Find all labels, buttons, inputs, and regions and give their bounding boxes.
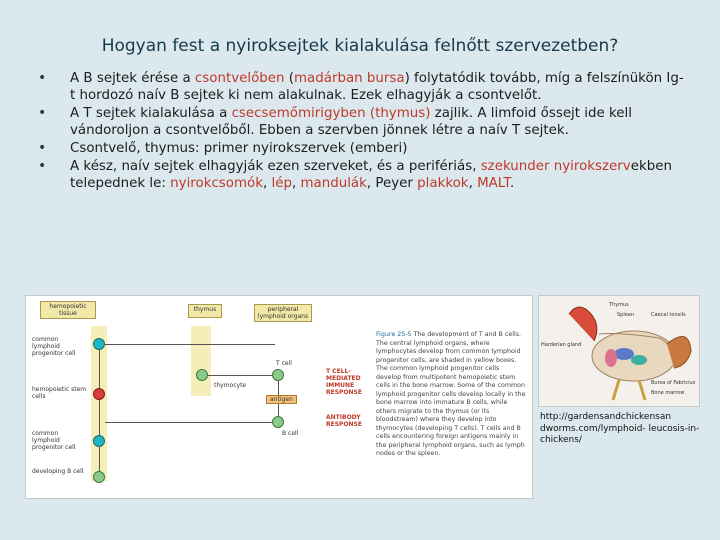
figure-caption — [376, 331, 526, 459]
bullet-text: ( — [284, 71, 294, 86]
lymphocyte-development-figure — [25, 295, 533, 499]
stem-cell — [93, 388, 105, 400]
progenitor-cell — [93, 435, 105, 447]
thymus-column — [191, 326, 211, 396]
t-cell-response-label: T CELL-MEDIATED IMMUNE RESPONSE — [326, 368, 362, 396]
bullet-text: , — [262, 176, 272, 191]
caption-body: The development of T and B cells. The central lymphoid organs, where lymphocytes develop from common lymphoid progenitor cells, are shaded in yellow boxes. The common lymphoid progenitor cells develop from multipotent hemopoietic stem cells in the bone marrow. Some of the common lymphoid progenitor cells develop locally in the bone marrow into immature B cells, while others migrate to the thymus (or its bloodstream) where they develop into thymocytes (developing T cells). T cells and B cells encountering foreign antigens mainly in the peripheral lymphoid organs, such as lymph nodes or the spleen. — [376, 331, 526, 457]
label-thymocyte: thymocyte — [214, 382, 247, 389]
highlighted-term: MALT — [477, 176, 510, 191]
bullet-item — [38, 158, 688, 192]
bullet-text: A B sejtek érése a — [70, 71, 195, 86]
chicken-label: Thymus — [609, 302, 629, 308]
source-url-link[interactable]: http://gardensandchickensan dworms.com/lymphoid- leucosis-in-chickens/ — [540, 412, 700, 445]
b-cell — [272, 416, 284, 428]
bullet-text: Csontvelő, thymus: primer nyirokszervek (emberi) — [70, 141, 408, 156]
connector-line — [105, 422, 280, 423]
highlighted-term: szekunder nyirokszerv — [480, 159, 631, 174]
highlighted-term: madárban bursa — [293, 71, 405, 86]
connector-line — [202, 375, 277, 376]
peripheral-organs-box: peripheral lymphoid organs — [254, 304, 312, 322]
chicken-label: Bursa of Fabricius — [651, 380, 696, 386]
progenitor-cell — [93, 338, 105, 350]
label-hemopoietic-stem: hemopoietic stem cells — [32, 386, 87, 400]
t-cell — [272, 369, 284, 381]
bullet-item — [38, 105, 688, 139]
chicken-anatomy-image — [538, 295, 700, 407]
bullet-text: A T sejtek kialakulása a — [70, 106, 232, 121]
label-common-progenitor: common lymphoid progenitor cell — [32, 336, 76, 357]
hemopoietic-tissue-box: hemopoietic tissue — [40, 301, 96, 319]
bullet-text: zajlik. A limfoid őssejt ide kell vándoroljon a csontvelőből. Ebben a szervben jönnek létre a naív T sejtek. — [70, 106, 632, 138]
connector-line — [99, 341, 100, 479]
highlighted-term: csontvelőben — [194, 71, 285, 86]
bullet-item — [38, 70, 688, 104]
highlighted-term: plakkok — [417, 176, 469, 191]
label-developing-b: developing B cell — [32, 468, 84, 475]
bullet-text: A kész, naív sejtek elhagyják ezen szerveket, és a perifériás, — [70, 159, 481, 174]
slide-title: Hogyan fest a nyiroksejtek kialakulása felnőtt szervezetben? — [101, 36, 619, 56]
bullet-text: , Peyer — [366, 176, 418, 191]
bullet-item — [38, 140, 688, 157]
bullet-list — [38, 70, 688, 193]
highlighted-term: mandulák — [300, 176, 367, 191]
bullet-text: , — [468, 176, 478, 191]
antibody-response-label: ANTIBODY RESPONSE — [326, 414, 362, 428]
bullet-text: ) folytatódik tovább, míg a felszínükön Ig-t hordozó naív B sejtek ki nem alakulnak. Ezek elhagyják a csontvelőt. — [70, 71, 684, 103]
thymocyte-cell — [196, 369, 208, 381]
caption-title: Figure 25-5 — [376, 331, 412, 338]
connector-line — [105, 344, 275, 345]
thymus-box: thymus — [188, 304, 222, 318]
chicken-label: Spleen — [617, 312, 635, 318]
highlighted-term: lép — [271, 176, 292, 191]
label-b-cell: B cell — [282, 430, 299, 437]
label-common-progenitor: common lymphoid progenitor cell — [32, 430, 76, 451]
antigen-label: antigen — [266, 395, 297, 404]
chicken-label: Harderian gland — [541, 342, 582, 348]
chicken-label: Bone marrow — [651, 390, 685, 396]
highlighted-term: csecsemőmirigyben (thymus) — [231, 106, 431, 121]
label-t-cell: T cell — [276, 360, 292, 367]
highlighted-term: nyirokcsomók — [170, 176, 263, 191]
chicken-label: Caecal tonsils — [651, 312, 686, 318]
bullet-text: ekben telepednek le: — [70, 159, 672, 191]
developing-b-cell — [93, 471, 105, 483]
chicken-illustration — [539, 296, 699, 406]
bullet-text: , — [291, 176, 301, 191]
bullet-text: . — [510, 176, 515, 191]
